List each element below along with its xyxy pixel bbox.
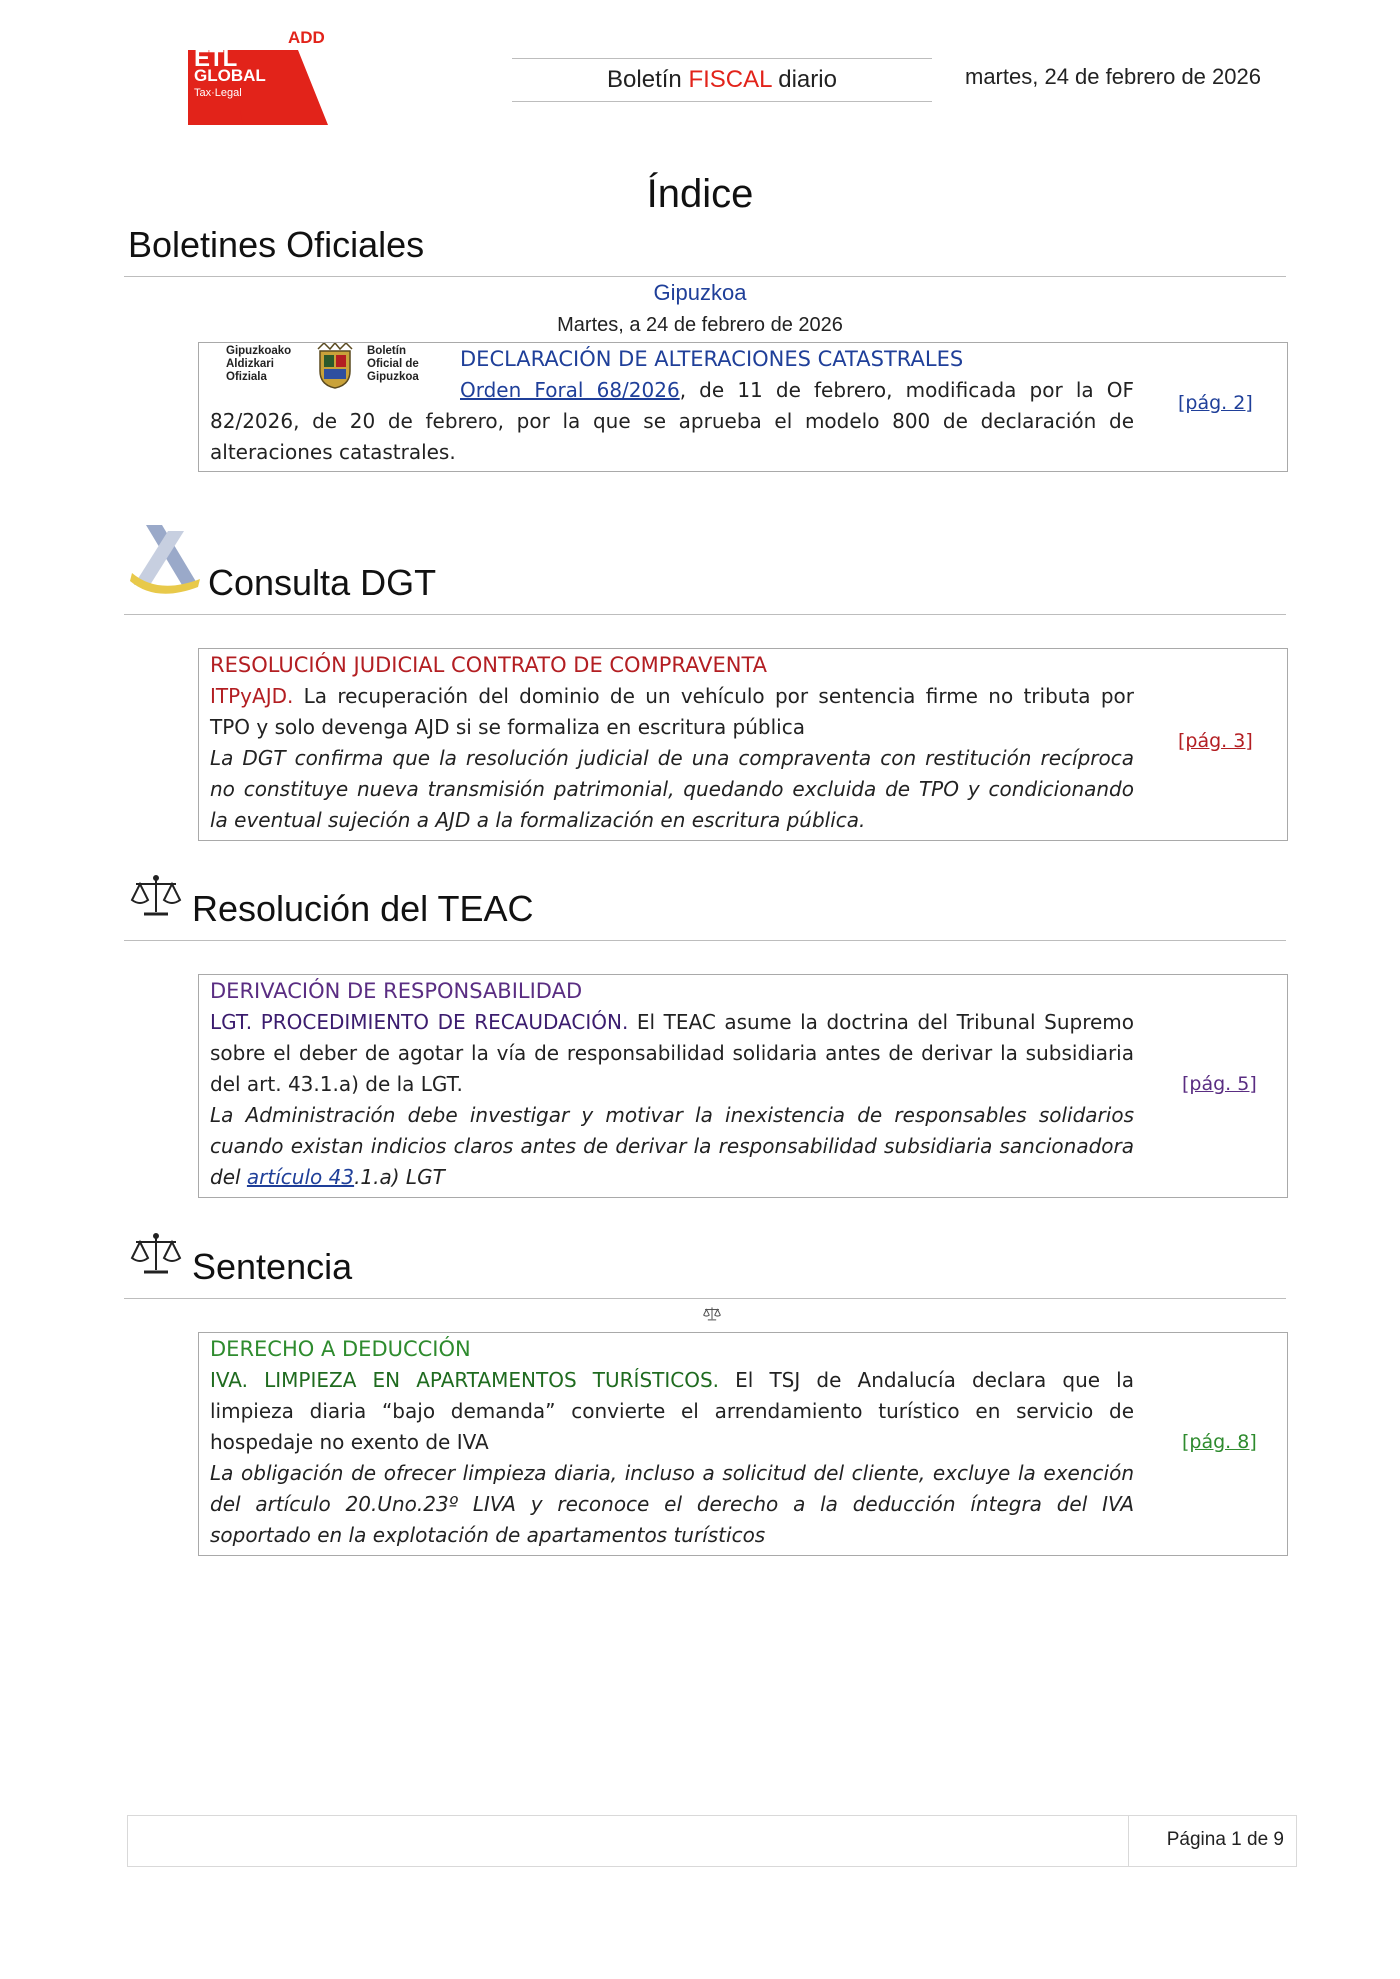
page-link-2[interactable]: [pág. 2] — [1178, 392, 1253, 414]
bulletin-title-post: diario — [771, 66, 837, 93]
entry-summary-2: del artículo 20.Uno.23º LIVA y reconoce el derecho a la deducción íntegra del IVA — [210, 1492, 1134, 1516]
etl-global-logo — [188, 30, 328, 125]
entry-line-2: TPO y solo devenga AJD si se formaliza en escritura pública — [210, 715, 805, 739]
page-link-8[interactable]: [pág. 8] — [1182, 1431, 1257, 1453]
entry-lead: LGT. PROCEDIMIENTO DE RECAUDACIÓN. — [210, 1010, 629, 1034]
bulletin-title-pre: Boletín — [607, 66, 689, 93]
entry-line-3: hospedaje no exento de IVA — [210, 1430, 489, 1454]
page-link-5[interactable]: [pág. 5] — [1182, 1073, 1257, 1095]
logo-etl-text: ETL — [194, 45, 237, 72]
scales-of-justice-icon — [130, 874, 182, 920]
entry-line-2: limpieza diaria “bajo demanda” convierte el arrendamiento turístico en servicio de — [210, 1399, 1134, 1423]
orden-foral-link[interactable]: Orden Foral 68/2026 — [460, 378, 680, 402]
entry-line-2: 82/2026, de 20 de febrero, por la que se aprueba el modelo 800 de declaración de — [210, 409, 1134, 433]
section-title-dgt: Consulta DGT — [208, 562, 437, 603]
entry-line-3: alteraciones catastrales. — [210, 440, 456, 464]
section-title-boletines: Boletines Oficiales — [128, 224, 425, 265]
index-title: Índice — [646, 172, 754, 216]
section-title-sentencia: Sentencia — [192, 1246, 353, 1287]
entry-heading-dgt: RESOLUCIÓN JUDICIAL CONTRATO DE COMPRAVENTA — [210, 653, 768, 677]
entry-line-1: Orden Foral 68/2026, de 11 de febrero, modificada por la OF — [460, 378, 1135, 402]
section-title-teac: Resolución del TEAC — [192, 888, 534, 929]
entry-summary-3: soportado en la explotación de apartamentos turísticos — [210, 1523, 766, 1547]
entry-summary-2: no constituye nueva transmisión patrimonial, quedando excluida de TPO y condicionando — [210, 777, 1134, 801]
scales-of-justice-icon — [130, 1232, 182, 1278]
section-rule — [124, 614, 1286, 615]
entry-line-1: IVA. LIMPIEZA EN APARTAMENTOS TURÍSTICOS. El TSJ de Andalucía declara que la — [210, 1368, 1134, 1392]
bog-logo-left: Gipuzkoako Aldizkari Ofiziala — [226, 345, 292, 383]
logo-global-text: GLOBAL — [194, 66, 266, 85]
gipuzkoa-coat-of-arms-icon — [314, 343, 356, 389]
tax-agency-logo-icon — [128, 525, 204, 595]
small-scales-icon — [703, 1306, 721, 1322]
entry-lead: IVA. LIMPIEZA EN APARTAMENTOS TURÍSTICOS. — [210, 1368, 720, 1392]
entry-line-1: ITPyAJD. La recuperación del dominio de un vehículo por sentencia firme no tributa por — [210, 684, 1134, 708]
bulletin-title — [512, 58, 932, 102]
entry-summary-2: cuando existan indicios claros antes de derivar la responsabilidad subsidiaria sancionadora — [210, 1134, 1134, 1158]
region-heading: Gipuzkoa — [653, 280, 747, 305]
page-link-3[interactable]: [pág. 3] — [1178, 730, 1253, 752]
section-rule — [124, 940, 1286, 941]
entry-heading-teac: DERIVACIÓN DE RESPONSABILIDAD — [210, 979, 583, 1003]
logo-tax-text: Tax·Legal — [194, 87, 242, 99]
entry-summary-3: la eventual sujeción a AJD a la formalización en escritura pública. — [210, 808, 866, 832]
entry-line-2: sobre el deber de agotar la vía de responsabilidad solidaria antes de derivar la subsidiaria — [210, 1041, 1134, 1065]
bulletin-title-fiscal: FISCAL — [688, 66, 772, 93]
section-rule — [124, 1298, 1286, 1299]
entry-lead: ITPyAJD. — [210, 684, 294, 708]
footer-divider — [1128, 1816, 1129, 1866]
section-rule — [124, 276, 1286, 277]
entry-summary-1: La obligación de ofrecer limpieza diaria, incluso a solicitud del cliente, excluye la exención — [210, 1461, 1134, 1485]
entry-line-1: LGT. PROCEDIMIENTO DE RECAUDACIÓN. El TEAC asume la doctrina del Tribunal Supremo — [210, 1010, 1134, 1034]
logo-add-text: ADD — [288, 28, 325, 47]
entry-heading-sentencia: DERECHO A DEDUCCIÓN — [210, 1337, 471, 1361]
entry-summary-1: La Administración debe investigar y motivar la inexistencia de responsables solidarios — [210, 1103, 1134, 1127]
articulo-43-link[interactable]: artículo 43 — [246, 1165, 355, 1189]
entry-line-3: del art. 43.1.a) de la LGT. — [210, 1072, 463, 1096]
entry-heading-boletin: DECLARACIÓN DE ALTERACIONES CATASTRALES — [460, 347, 964, 371]
page-number: Página 1 de 9 — [1166, 1829, 1284, 1850]
header-date: martes, 24 de febrero de 2026 — [965, 64, 1261, 89]
bog-logo-right: Boletín Oficial de Gipuzkoa — [367, 345, 419, 383]
region-date: Martes, a 24 de febrero de 2026 — [557, 314, 843, 336]
bog-logo — [222, 343, 437, 391]
entry-summary-1: La DGT confirma que la resolución judicial de una compraventa con restitución recíproca — [210, 746, 1134, 770]
page-footer — [127, 1815, 1297, 1867]
entry-summary-3: del artículo 43.1.a) LGT — [210, 1165, 445, 1189]
